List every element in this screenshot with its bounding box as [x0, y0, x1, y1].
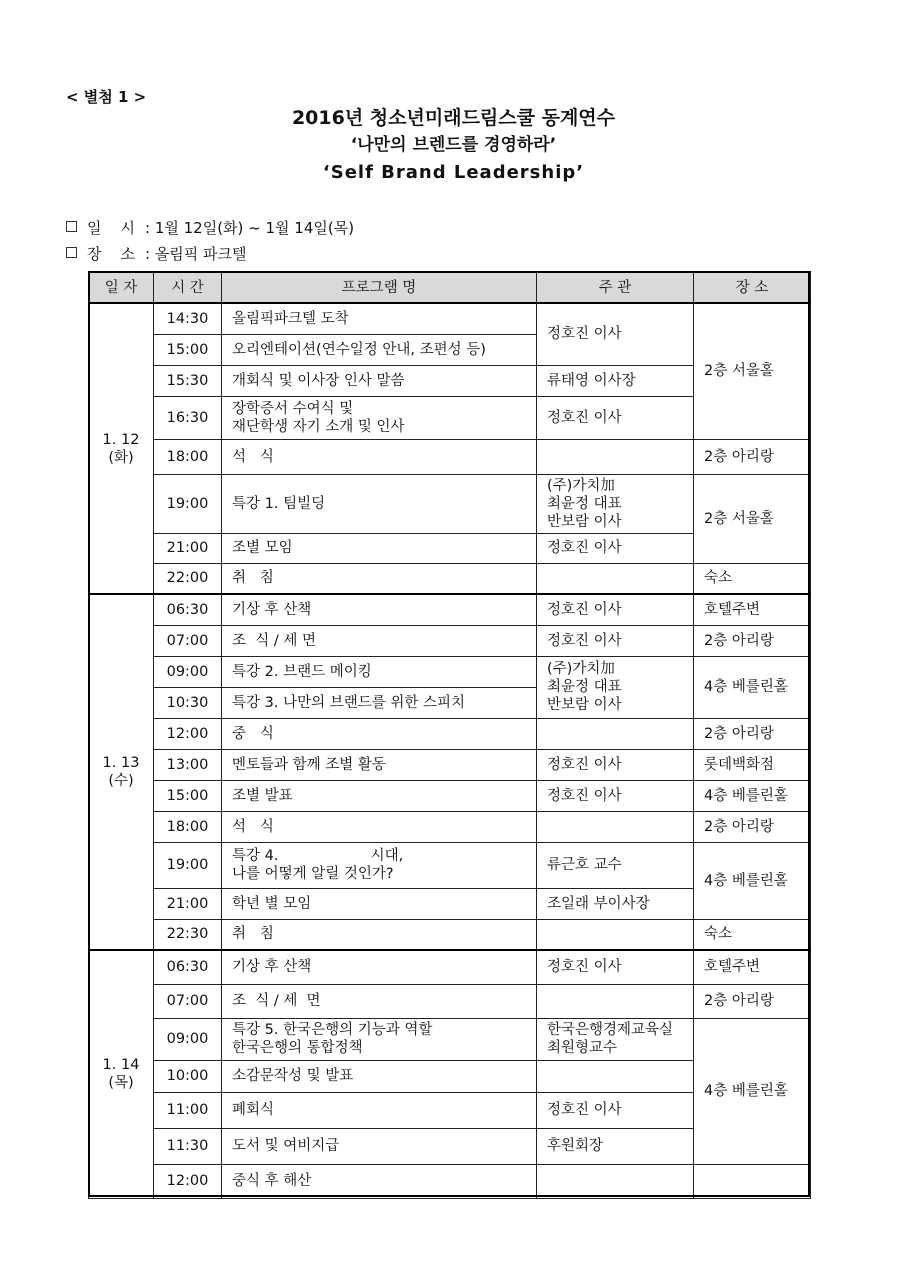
- program-cell: 특강 5. 한국은행의 기능과 역할 한국은행의 통합정책: [222, 1018, 537, 1060]
- table-row: [89, 303, 811, 334]
- host-cell: [537, 439, 694, 474]
- host-cell: 정호진 이사: [537, 780, 694, 811]
- info-date-value: : 1월 12일(화) ~ 1월 14일(목): [145, 219, 355, 237]
- host-cell: [537, 1060, 694, 1092]
- header-day: 일 자: [89, 272, 154, 303]
- table-row: [89, 656, 811, 687]
- program-cell: 개회식 및 이사장 인사 말씀: [222, 365, 537, 396]
- table-row: [89, 984, 811, 1018]
- table-row: [89, 625, 811, 656]
- time-cell: 07:00: [154, 625, 222, 656]
- place-cell: 2층 아리랑: [694, 984, 811, 1018]
- place-cell: 4층 베를린홀: [694, 842, 811, 919]
- program-cell: 특강 3. 나만의 브랜드를 위한 스피치: [222, 687, 537, 718]
- day-cell: 1. 12 (화): [89, 303, 154, 594]
- place-cell: 2층 아리랑: [694, 439, 811, 474]
- host-cell: (주)가치加 최윤정 대표 반보람 이사: [537, 656, 694, 718]
- table-row: [89, 950, 811, 984]
- attachment-label: < 별첨 1 >: [66, 88, 147, 106]
- table-row: [89, 563, 811, 594]
- place-cell: [694, 1164, 811, 1198]
- program-cell: 특강 2. 브랜드 메이킹: [222, 656, 537, 687]
- place-cell: 4층 베를린홀: [694, 780, 811, 811]
- host-cell: [537, 919, 694, 950]
- time-cell: 19:00: [154, 474, 222, 533]
- table-row: [89, 919, 811, 950]
- host-cell: 류근호 교수: [537, 842, 694, 888]
- program-cell: 중식 후 해산: [222, 1164, 537, 1198]
- time-cell: 18:00: [154, 439, 222, 474]
- table-row: [89, 1164, 811, 1198]
- time-cell: 12:00: [154, 1164, 222, 1198]
- time-cell: 07:00: [154, 984, 222, 1018]
- host-cell: [537, 811, 694, 842]
- table-header-row: [89, 272, 811, 303]
- host-cell: 정호진 이사: [537, 950, 694, 984]
- program-cell: 특강 1. 팀빌딩: [222, 474, 537, 533]
- host-cell: 정호진 이사: [537, 749, 694, 780]
- table-row: [89, 811, 811, 842]
- place-cell: 2층 아리랑: [694, 811, 811, 842]
- program-cell: 중 식: [222, 718, 537, 749]
- header-program: 프로그램 명: [222, 272, 537, 303]
- info-place-value: : 올림픽 파크텔: [145, 245, 247, 263]
- program-cell: 학년 별 모임: [222, 888, 537, 919]
- square-bullet-icon: [66, 247, 77, 258]
- time-cell: 16:30: [154, 396, 222, 439]
- program-cell: 석 식: [222, 811, 537, 842]
- table-row: [89, 842, 811, 888]
- table-row: [89, 780, 811, 811]
- place-cell: 숙소: [694, 919, 811, 950]
- place-cell: 2층 아리랑: [694, 625, 811, 656]
- host-cell: 정호진 이사: [537, 625, 694, 656]
- host-cell: 류태영 이사장: [537, 365, 694, 396]
- program-cell: 조 식 / 세 면: [222, 984, 537, 1018]
- time-cell: 21:00: [154, 533, 222, 563]
- host-cell: 정호진 이사: [537, 303, 694, 365]
- time-cell: 15:00: [154, 334, 222, 365]
- time-cell: 12:00: [154, 718, 222, 749]
- program-cell: 석 식: [222, 439, 537, 474]
- host-cell: [537, 984, 694, 1018]
- time-cell: 11:30: [154, 1128, 222, 1164]
- time-cell: 21:00: [154, 888, 222, 919]
- place-cell: 호텔주변: [694, 594, 811, 625]
- info-place: [66, 243, 247, 264]
- time-cell: 09:00: [154, 1018, 222, 1060]
- place-cell: 4층 베를린홀: [694, 1018, 811, 1164]
- schedule-table: [88, 271, 811, 1199]
- time-cell: 19:00: [154, 842, 222, 888]
- host-cell: 정호진 이사: [537, 533, 694, 563]
- title-slogan: ‘나만의 브렌드를 경영하라’: [350, 135, 557, 155]
- host-cell: [537, 718, 694, 749]
- time-cell: 10:30: [154, 687, 222, 718]
- host-cell: [537, 1164, 694, 1198]
- time-cell: 22:00: [154, 563, 222, 594]
- header-place: 장 소: [694, 272, 811, 303]
- place-cell: 2층 아리랑: [694, 718, 811, 749]
- program-cell: 조 식 / 세 면: [222, 625, 537, 656]
- time-cell: 14:30: [154, 303, 222, 334]
- table-row: [89, 474, 811, 533]
- place-cell: 롯데백화점: [694, 749, 811, 780]
- info-date: [66, 217, 354, 238]
- program-cell: 특강 4. 시대, 나를 어떻게 알릴 것인가?: [222, 842, 537, 888]
- program-cell: 장학증서 수여식 및 재단학생 자기 소개 및 인사: [222, 396, 537, 439]
- header-time: 시 간: [154, 272, 222, 303]
- document-title-block: [0, 104, 907, 187]
- host-cell: 정호진 이사: [537, 1092, 694, 1128]
- program-cell: 조별 모임: [222, 533, 537, 563]
- host-cell: 조일래 부이사장: [537, 888, 694, 919]
- time-cell: 11:00: [154, 1092, 222, 1128]
- program-cell: 올림픽파크텔 도착: [222, 303, 537, 334]
- place-cell: 2층 서울홀: [694, 474, 811, 563]
- place-cell: 4층 베를린홀: [694, 656, 811, 718]
- program-cell: 도서 및 여비지급: [222, 1128, 537, 1164]
- table-row: [89, 718, 811, 749]
- time-cell: 15:30: [154, 365, 222, 396]
- host-cell: 한국은행경제교육실 최원형교수: [537, 1018, 694, 1060]
- info-place-key: 장 소: [87, 245, 136, 263]
- time-cell: 15:00: [154, 780, 222, 811]
- time-cell: 06:30: [154, 594, 222, 625]
- program-cell: 취 침: [222, 919, 537, 950]
- time-cell: 09:00: [154, 656, 222, 687]
- day-cell: 1. 13 (수): [89, 594, 154, 950]
- title-main: 2016년 청소년미래드림스쿨 동계연수: [291, 107, 616, 129]
- time-cell: 13:00: [154, 749, 222, 780]
- program-cell: 기상 후 산책: [222, 950, 537, 984]
- table-row: [89, 594, 811, 625]
- program-cell: 멘토들과 함께 조별 활동: [222, 749, 537, 780]
- program-cell: 조별 발표: [222, 780, 537, 811]
- time-cell: 10:00: [154, 1060, 222, 1092]
- program-cell: 폐회식: [222, 1092, 537, 1128]
- place-cell: 2층 서울홀: [694, 303, 811, 439]
- program-cell: 기상 후 산책: [222, 594, 537, 625]
- host-cell: 후원회장: [537, 1128, 694, 1164]
- time-cell: 18:00: [154, 811, 222, 842]
- square-bullet-icon: [66, 221, 77, 232]
- table-row: [89, 1018, 811, 1060]
- host-cell: 정호진 이사: [537, 594, 694, 625]
- table-row: [89, 439, 811, 474]
- title-english: ‘Self Brand Leadership’: [322, 162, 585, 183]
- header-host: 주 관: [537, 272, 694, 303]
- host-cell: 정호진 이사: [537, 396, 694, 439]
- host-cell: (주)가치加 최윤정 대표 반보람 이사: [537, 474, 694, 533]
- program-cell: 취 침: [222, 563, 537, 594]
- place-cell: 숙소: [694, 563, 811, 594]
- program-cell: 오리엔테이션(연수일정 안내, 조편성 등): [222, 334, 537, 365]
- program-cell: 소감문작성 및 발표: [222, 1060, 537, 1092]
- table-row: [89, 749, 811, 780]
- time-cell: 06:30: [154, 950, 222, 984]
- info-date-key: 일 시: [87, 219, 136, 237]
- host-cell: [537, 563, 694, 594]
- time-cell: 22:30: [154, 919, 222, 950]
- day-cell: 1. 14 (목): [89, 950, 154, 1198]
- place-cell: 호텔주변: [694, 950, 811, 984]
